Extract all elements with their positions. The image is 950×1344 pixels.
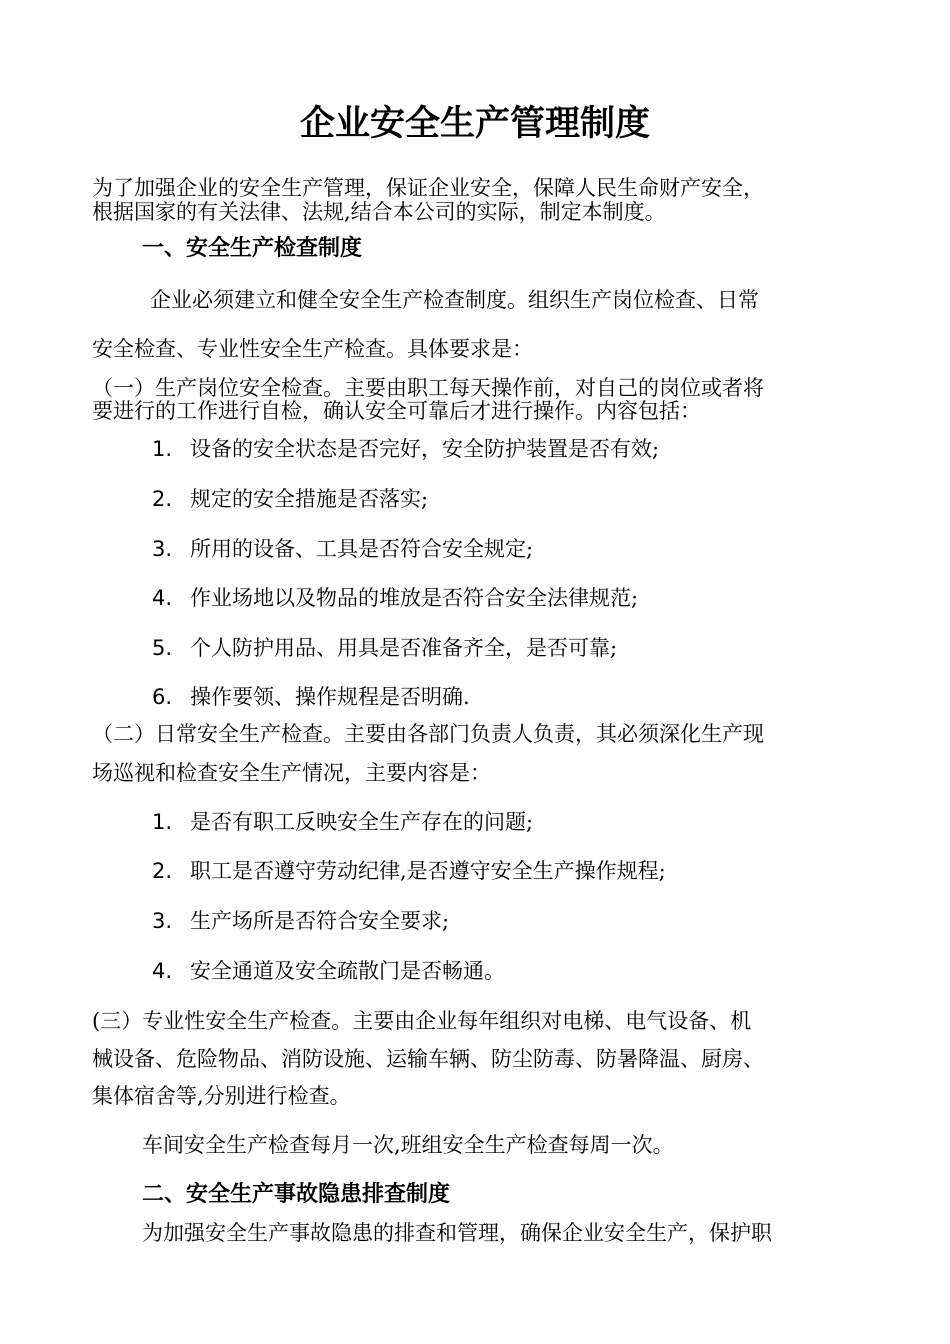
document-title: 企业安全生产管理制度	[299, 104, 650, 144]
intro-line-2: 根据国家的有关法律、法规,结合本公司的实际，制定本制度。	[92, 200, 666, 224]
sub-2-line-2: 场巡视和检查安全生产情况，主要内容是：	[92, 761, 491, 785]
intro-line-1: 为了加强企业的安全生产管理，保证企业安全，保障人民生命财产安全，	[92, 176, 764, 200]
list-item-text: 生产场所是否符合安全要求;	[190, 909, 450, 933]
list-item	[152, 486, 428, 512]
list-item-text: 是否有职工反映安全生产存在的问题;	[190, 810, 534, 834]
list-item-number: 2.	[152, 859, 173, 883]
list-item-number: 2.	[152, 487, 173, 511]
list-item-text: 职工是否遵守劳动纪律,是否遵守安全生产操作规程;	[190, 859, 666, 883]
list-item-text: 作业场地以及物品的堆放是否符合安全法律规范;	[190, 586, 639, 610]
sub-1-line-1: （一）生产岗位安全检查。主要由职工每天操作前，对自己的岗位或者将	[92, 376, 764, 400]
list-item-text: 设备的安全状态是否完好，安全防护装置是否有效;	[190, 437, 660, 461]
list-item-text: 所用的设备、工具是否符合安全规定;	[190, 537, 534, 561]
sub-3-line-3: 集体宿舍等,分别进行检查。	[92, 1084, 351, 1108]
list-item-text: 操作要领、操作规程是否明确.	[190, 685, 470, 709]
list-item-number: 4.	[152, 586, 173, 610]
list-item-number: 3.	[152, 537, 173, 561]
list-item	[152, 536, 533, 562]
list-item	[152, 684, 470, 710]
list-item-text: 个人防护用品、用具是否准备齐全，是否可靠;	[190, 636, 618, 660]
list-item	[152, 585, 638, 611]
section-2-heading: 二、安全生产事故隐患排查制度	[142, 1182, 451, 1207]
section-1-para-line-2: 安全检查、专业性安全生产检查。具体要求是：	[92, 337, 533, 361]
list-item-number: 3.	[152, 909, 173, 933]
list-item-number: 5.	[152, 636, 173, 660]
sub-2-line-1: （二）日常安全生产检查。主要由各部门负责人负责，其必须深化生产现	[92, 722, 764, 746]
sub-3-line-2: 械设备、危险物品、消防设施、运输车辆、防尘防毒、防暑降温、厨房、	[92, 1047, 764, 1071]
sub-3-line-1: (三）专业性安全生产检查。主要由企业每年组织对电梯、电气设备、机	[92, 1009, 752, 1033]
section-2-para: 为加强安全生产事故隐患的排查和管理，确保企业安全生产，保护职	[142, 1221, 772, 1245]
list-item	[152, 436, 659, 462]
list-item-number: 1.	[152, 437, 173, 461]
list-item-text: 安全通道及安全疏散门是否畅通。	[190, 959, 505, 983]
list-item-number: 1.	[152, 810, 173, 834]
list-item-number: 6.	[152, 685, 173, 709]
list-item	[152, 809, 533, 835]
list-item	[152, 958, 505, 984]
section-1-closing: 车间安全生产检查每月一次,班组安全生产检查每周一次。	[142, 1133, 674, 1157]
section-1-heading: 一、安全生产检查制度	[142, 236, 363, 261]
list-item-text: 规定的安全措施是否落实;	[190, 487, 429, 511]
list-item	[152, 635, 617, 661]
section-1-para-line-1: 企业必须建立和健全安全生产检查制度。组织生产岗位检查、日常	[150, 288, 759, 312]
list-item	[152, 858, 666, 884]
list-item	[152, 908, 449, 934]
list-item-number: 4.	[152, 959, 173, 983]
sub-1-line-2: 要进行的工作进行自检，确认安全可靠后才进行操作。内容包括：	[92, 399, 701, 423]
